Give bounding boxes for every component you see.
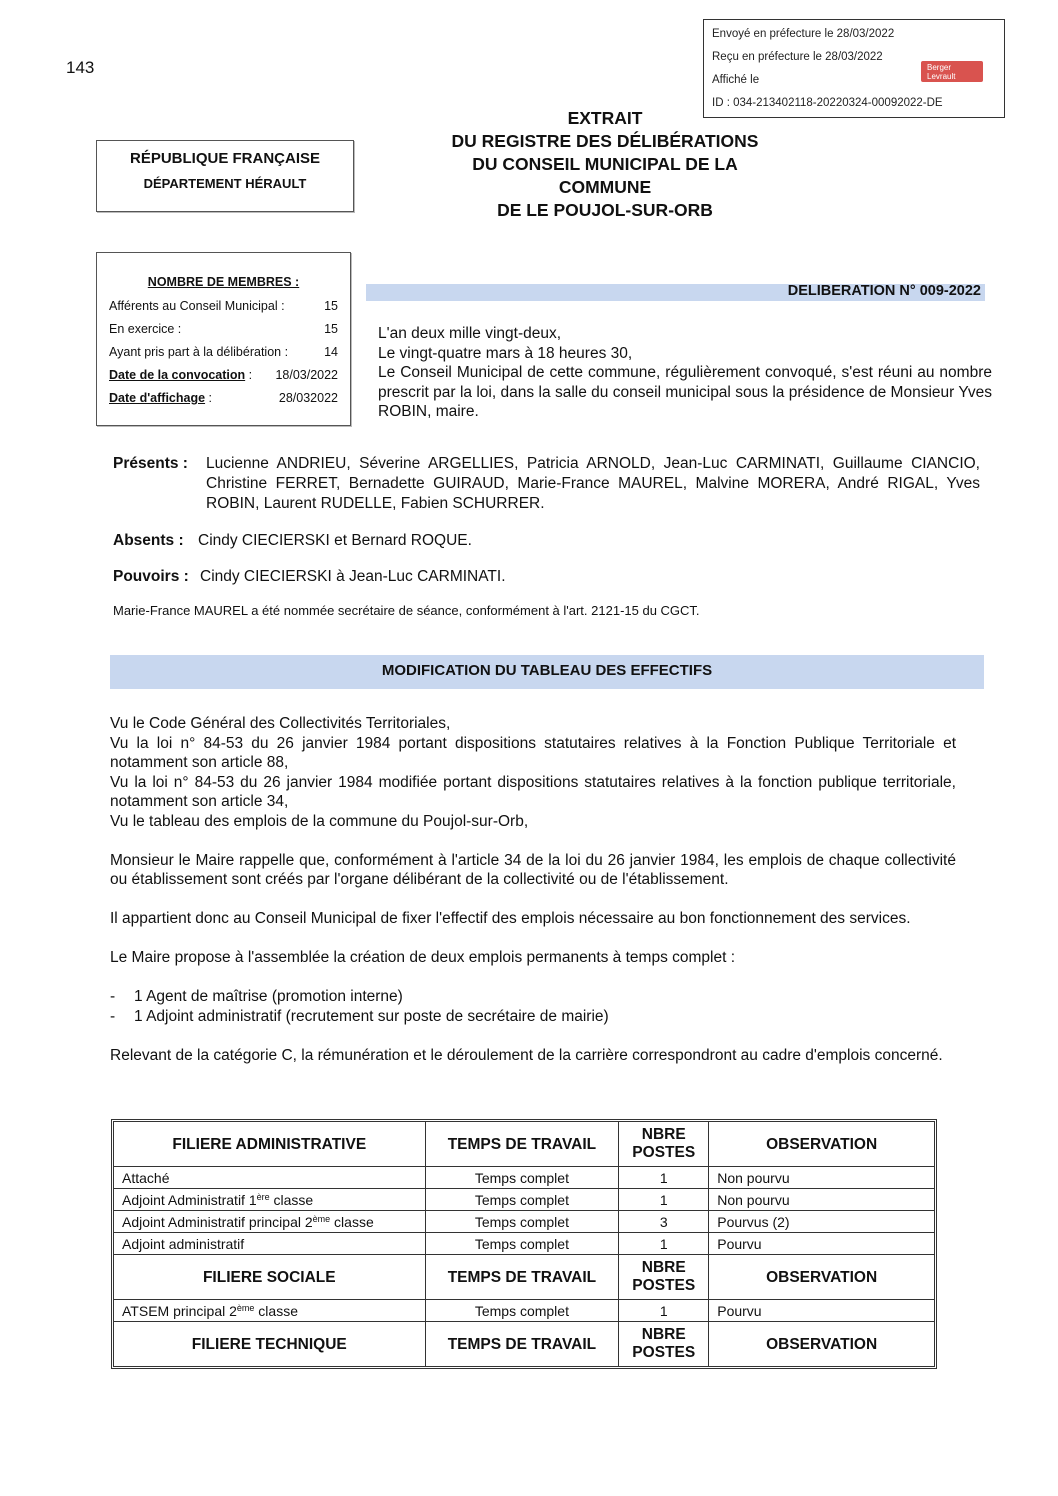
col-count-line: NBRE bbox=[641, 1126, 686, 1143]
spacer bbox=[110, 1026, 956, 1046]
consideration: Vu le tableau des emplois de la commune du Poujol-sur-Orb, bbox=[110, 812, 529, 830]
table-row bbox=[114, 1233, 935, 1255]
members-value: 18/03/2022 bbox=[275, 368, 338, 382]
members-label-group bbox=[109, 391, 212, 405]
members-value: 28/032022 bbox=[278, 391, 338, 405]
members-value: 14 bbox=[324, 345, 338, 359]
members-label: Date de la convocation bbox=[109, 368, 246, 382]
members-value: 15 bbox=[324, 299, 338, 313]
grade-sup: ème bbox=[236, 1302, 255, 1313]
members-label: Date d'affichage bbox=[109, 391, 206, 405]
grade-label: Attaché bbox=[122, 1169, 170, 1186]
col-count-line: POSTES bbox=[632, 1144, 696, 1161]
bullet-dash: - bbox=[110, 988, 116, 1005]
title-line: DU CONSEIL MUNICIPAL DE LA bbox=[472, 154, 738, 174]
reminder-paragraph: Monsieur le Maire rappelle que, conformément à l'article 34 de la loi du 26 janvier 1984, les emplois de chaque collectivité ou établissement sont créés par l'organe délibérant de la collectivité ou de l'établissement. bbox=[110, 851, 956, 888]
table-row bbox=[114, 1167, 935, 1189]
logo-line-2: Levrault bbox=[927, 72, 956, 81]
members-box bbox=[96, 252, 351, 426]
consideration: Vu la loi n° 84-53 du 26 janvier 1984 portant dispositions statutaires relatives à la Fonction Publique Territoriale et notamment son article 88, bbox=[110, 734, 956, 771]
table-section-header bbox=[114, 1255, 935, 1300]
section-name: FILIERE TECHNIQUE bbox=[114, 1322, 426, 1367]
grade-label-end: classe bbox=[330, 1213, 374, 1230]
obs-cell: Non pourvu bbox=[709, 1167, 935, 1189]
members-label: Ayant pris part à la délibération : bbox=[109, 345, 289, 359]
republic-title: RÉPUBLIQUE FRANÇAISE bbox=[129, 150, 320, 167]
table-section-header bbox=[114, 1322, 935, 1367]
members-label-suffix: : bbox=[245, 368, 253, 382]
secretary-note: Marie-France MAUREL a été nommée secrétaire de séance, conformément à l'art. 2121-15 du CGCT. bbox=[113, 603, 700, 618]
col-count-header bbox=[619, 1255, 709, 1300]
col-time-header: TEMPS DE TRAVAIL bbox=[425, 1322, 619, 1367]
deliberation-number: DELIBERATION N° 009-2022 bbox=[787, 283, 981, 299]
count-cell: 1 bbox=[619, 1300, 709, 1322]
proxy-label: Pouvoirs : bbox=[113, 568, 189, 585]
consideration: Vu le Code Général des Collectivités Territoriales, bbox=[110, 715, 451, 732]
members-heading: NOMBRE DE MEMBRES : bbox=[147, 275, 300, 289]
title-line: DE LE POUJOL-SUR-ORB bbox=[497, 200, 713, 220]
count-cell: 1 bbox=[619, 1233, 709, 1255]
members-row bbox=[109, 345, 338, 359]
col-obs-header: OBSERVATION bbox=[709, 1322, 935, 1367]
deliberation-body bbox=[110, 714, 956, 1065]
grade-sup: ère bbox=[256, 1191, 270, 1202]
section-name: FILIERE ADMINISTRATIVE bbox=[114, 1122, 426, 1167]
stamp-id: ID : 034-213402118-20220324-00092022-DE bbox=[712, 97, 943, 109]
col-count-line: POSTES bbox=[632, 1344, 696, 1361]
col-obs-header: OBSERVATION bbox=[709, 1255, 935, 1300]
members-label: Afférents au Conseil Municipal : bbox=[109, 299, 285, 313]
obs-cell: Pourvu bbox=[709, 1300, 935, 1322]
col-count-header bbox=[619, 1322, 709, 1367]
grade-label-end: classe bbox=[254, 1302, 298, 1319]
bullet-dash: - bbox=[110, 1007, 116, 1025]
members-row bbox=[109, 368, 338, 382]
grade-label: Adjoint administratif bbox=[122, 1235, 245, 1252]
count-cell: 1 bbox=[619, 1167, 709, 1189]
col-count-line: NBRE bbox=[641, 1326, 686, 1343]
intro-line: L'an deux mille vingt-deux, bbox=[378, 325, 562, 342]
present-label: Présents : bbox=[113, 455, 188, 472]
department-name: DÉPARTEMENT HÉRAULT bbox=[143, 176, 307, 191]
col-obs-header: OBSERVATION bbox=[709, 1122, 935, 1167]
col-count-line: POSTES bbox=[632, 1277, 696, 1294]
prefecture-stamp bbox=[703, 19, 1005, 118]
consideration: Vu la loi n° 84-53 du 26 janvier 1984 modifiée portant dispositions statutaires relatives à la fonction publique territoriale, notamment son article 34, bbox=[110, 773, 956, 810]
grade-cell bbox=[114, 1211, 426, 1233]
stamp-sent: Envoyé en préfecture le 28/03/2022 bbox=[712, 28, 895, 40]
grade-cell bbox=[114, 1189, 426, 1211]
col-count-line: NBRE bbox=[641, 1259, 686, 1276]
grade-sup: ème bbox=[312, 1213, 331, 1224]
position-item bbox=[110, 987, 956, 1007]
page-number: 143 bbox=[66, 58, 95, 77]
table-row bbox=[114, 1300, 935, 1322]
staff-table bbox=[113, 1121, 935, 1367]
absent-label: Absents : bbox=[113, 532, 184, 549]
col-count-header bbox=[619, 1122, 709, 1167]
republic-box bbox=[96, 140, 354, 212]
members-row bbox=[109, 322, 338, 336]
position-item bbox=[110, 1007, 956, 1027]
time-cell: Temps complet bbox=[425, 1211, 619, 1233]
subject-title: MODIFICATION DU TABLEAU DES EFFECTIFS bbox=[381, 662, 713, 679]
count-cell: 1 bbox=[619, 1189, 709, 1211]
time-cell: Temps complet bbox=[425, 1300, 619, 1322]
grade-cell bbox=[114, 1167, 426, 1189]
proposal-paragraph: Le Maire propose à l'assemblée la création de deux emplois permanents à temps complet : bbox=[110, 949, 736, 966]
grade-cell bbox=[114, 1233, 426, 1255]
spacer bbox=[110, 968, 956, 988]
grade-label: Adjoint Administratif 1 bbox=[122, 1191, 257, 1208]
logo-line-1: Berger bbox=[927, 63, 952, 72]
col-time-header: TEMPS DE TRAVAIL bbox=[425, 1122, 619, 1167]
members-value: 15 bbox=[324, 322, 338, 336]
grade-label: Adjoint Administratif principal 2 bbox=[122, 1213, 313, 1230]
spacer bbox=[110, 890, 956, 910]
members-label-suffix: : bbox=[205, 391, 213, 405]
col-time-header: TEMPS DE TRAVAIL bbox=[425, 1255, 619, 1300]
spacer bbox=[110, 929, 956, 949]
table-row bbox=[114, 1189, 935, 1211]
table-row bbox=[114, 1211, 935, 1233]
session-intro bbox=[378, 324, 992, 422]
stamp-posted: Affiché le bbox=[712, 74, 760, 86]
title-line: EXTRAIT bbox=[567, 108, 643, 128]
members-row bbox=[109, 299, 338, 313]
title-line: COMMUNE bbox=[558, 177, 652, 197]
present-list: Lucienne ANDRIEU, Séverine ARGELLIES, Patricia ARNOLD, Jean-Luc CARMINATI, Guillaume CIANCIO, Christine FERRET, Bernadette GUIRAUD, Marie-France MAUREL, Malvine MORERA, André RIGAL, Yves ROBIN, Laurent RUDELLE, Fabien SCHURRER. bbox=[206, 455, 980, 512]
count-cell: 3 bbox=[619, 1211, 709, 1233]
time-cell: Temps complet bbox=[425, 1233, 619, 1255]
members-label: En exercice : bbox=[109, 322, 182, 336]
position-text: 1 Adjoint administratif (recrutement sur poste de secrétaire de mairie) bbox=[134, 1007, 609, 1025]
title-line: DU REGISTRE DES DÉLIBÉRATIONS bbox=[451, 131, 759, 151]
proxy-list: Cindy CIECIERSKI à Jean-Luc CARMINATI. bbox=[200, 568, 506, 585]
absent-list: Cindy CIECIERSKI et Bernard ROQUE. bbox=[198, 532, 472, 549]
intro-line: Le Conseil Municipal de cette commune, régulièrement convoqué, s'est réuni au nombre prescrit par la loi, dans la salle du conseil municipal sous la présidence de Monsieur Yves ROBIN, maire. bbox=[378, 364, 992, 420]
time-cell: Temps complet bbox=[425, 1167, 619, 1189]
position-text: 1 Agent de maîtrise (promotion interne) bbox=[134, 988, 403, 1005]
obs-cell: Pourvu bbox=[709, 1233, 935, 1255]
grade-cell bbox=[114, 1300, 426, 1322]
time-cell: Temps complet bbox=[425, 1189, 619, 1211]
category-paragraph: Relevant de la catégorie C, la rémunération et le déroulement de la carrière correspondront au cadre d'emplois concerné. bbox=[110, 1046, 943, 1064]
obs-cell: Pourvus (2) bbox=[709, 1211, 935, 1233]
intro-line: Le vingt-quatre mars à 18 heures 30, bbox=[378, 344, 633, 362]
grade-label: ATSEM principal 2 bbox=[122, 1302, 237, 1319]
grade-label-end: classe bbox=[269, 1191, 314, 1208]
stamp-received: Reçu en préfecture le 28/03/2022 bbox=[712, 51, 883, 63]
section-name: FILIERE SOCIALE bbox=[114, 1255, 426, 1300]
members-label-group bbox=[109, 368, 252, 382]
obs-cell: Non pourvu bbox=[709, 1189, 935, 1211]
document-title bbox=[410, 107, 800, 222]
berger-levrault-logo bbox=[921, 61, 983, 82]
spacer bbox=[110, 831, 956, 851]
council-role-paragraph: Il appartient donc au Conseil Municipal de fixer l'effectif des emplois nécessaire au bon fonctionnement des services. bbox=[110, 910, 911, 927]
members-row bbox=[109, 391, 338, 405]
table-section-header bbox=[114, 1122, 935, 1167]
